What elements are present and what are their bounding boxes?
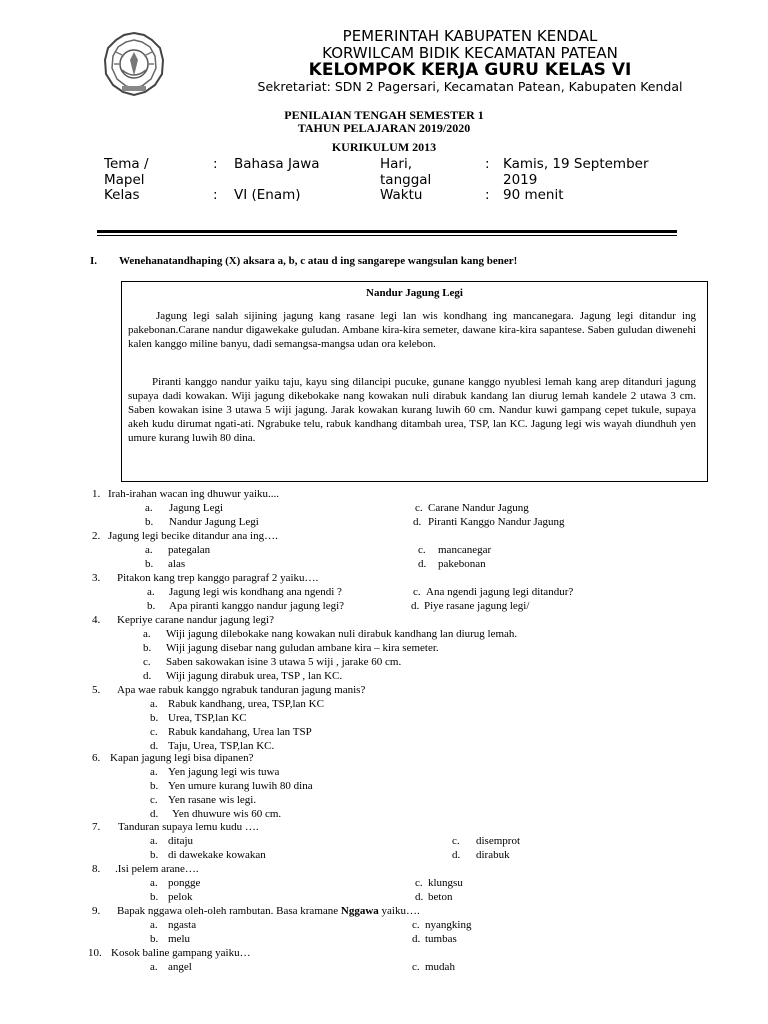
option-b: di dawekake kowakan (168, 849, 266, 861)
option-letter: d. (150, 740, 159, 752)
option-c: Saben sakowakan isine 3 utawa 5 wiji , jarake 60 cm. (166, 656, 402, 668)
option-c: mudah (425, 961, 455, 973)
colon: : (485, 156, 490, 172)
option-letter: d. (143, 670, 152, 682)
option-letter: c. (452, 835, 460, 847)
passage-paragraph-1: Jagung legi salah sijining jagung kang rasane legi lan wis kondhang ing mancanegara. Jagung legi ditandur ing pakebonan.Carane nandur digawekake guludan. Ambane kira-kira semeter, dawane kira-kira sapantese. Saben guludan diwenehi kalen kanggo miline banyu, dadi semangsa-mangsa udan ora kelebon. (128, 310, 696, 350)
header-government: PEMERINTAH KABUPATEN KENDAL (342, 27, 598, 45)
option-d: Piye rasane jagung legi/ (424, 600, 530, 612)
waktu-label: Waktu (380, 187, 423, 203)
option-d: Piranti Kanggo Nandur Jagung (428, 516, 565, 528)
header-secretariat: Sekretariat: SDN 2 Pagersari, Kecamatan Patean, Kabupaten Kendal (257, 79, 683, 94)
option-a: angel (168, 961, 192, 973)
option-letter: c. (412, 961, 420, 973)
question-number: 2. (92, 530, 101, 542)
question-number: 10. (88, 947, 102, 959)
option-letter: b. (145, 516, 154, 528)
kendal-regency-emblem-icon (100, 30, 168, 98)
option-d: dirabuk (476, 849, 510, 861)
question-text: Bapak nggawa oleh-oleh rambutan. Basa kramane Nggawa yaiku…. (117, 905, 420, 917)
question-number: 1. (92, 488, 101, 500)
option-a: Rabuk kandhang, urea, TSP,lan KC (168, 698, 324, 710)
tanggal-label: tanggal (380, 172, 432, 188)
header-kkg: KELOMPOK KERJA GURU KELAS VI (308, 60, 632, 80)
exam-title: PENILAIAN TENGAH SEMESTER 1 (284, 108, 484, 122)
option-letter: c. (150, 726, 158, 738)
option-letter: a. (143, 628, 151, 640)
option-letter: d. (412, 933, 421, 945)
colon: : (213, 187, 218, 203)
divider-thick (97, 230, 677, 233)
question-text: Kapan jagung legi bisa dipanen? (110, 752, 254, 764)
option-letter: d. (452, 849, 461, 861)
option-letter: d. (411, 600, 420, 612)
option-letter: a. (150, 919, 158, 931)
colon: : (485, 187, 490, 203)
tema-value: Bahasa Jawa (234, 156, 320, 172)
option-letter: a. (150, 766, 158, 778)
question-text: Tanduran supaya lemu kudu …. (118, 821, 259, 833)
option-a: Jagung Legi (169, 502, 224, 514)
option-letter: a. (147, 586, 155, 598)
option-a: Jagung legi wis kondhang ana ngendi ? (169, 586, 342, 598)
option-letter: c. (415, 502, 423, 514)
option-c: Rabuk kandahang, Urea lan TSP (168, 726, 312, 738)
question-text: Kosok baline gampang yaiku… (111, 947, 251, 959)
option-letter: b. (150, 891, 159, 903)
option-letter: c. (418, 544, 426, 556)
colon: : (213, 156, 218, 172)
question-text: Pitakon kang trep kanggo paragraf 2 yaiku…. (117, 572, 319, 584)
academic-year: TAHUN PELAJARAN 2019/2020 (297, 121, 471, 135)
option-a: pategalan (168, 544, 211, 556)
option-b: pelok (168, 891, 193, 903)
option-b: alas (168, 558, 186, 570)
waktu-value: 90 menit (503, 187, 564, 203)
mapel-label: Mapel (104, 172, 145, 188)
question-text: Apa wae rabuk kanggo ngrabuk tanduran jagung manis? (117, 684, 366, 696)
emphasis-word: Nggawa (340, 905, 379, 917)
option-letter: d. (413, 516, 422, 528)
section-number: I. (90, 255, 98, 267)
question-number: 8. (92, 863, 101, 875)
option-letter: c. (150, 794, 158, 806)
option-b: Urea, TSP,lan KC (168, 712, 247, 724)
option-letter: b. (143, 642, 152, 654)
option-letter: a. (145, 544, 153, 556)
option-c: Ana ngendi jagung legi ditandur? (426, 586, 574, 598)
question-number: 4. (92, 614, 101, 626)
question-text: Kepriye carane nandur jagung legi? (117, 614, 274, 626)
option-a: pongge (168, 877, 201, 889)
option-letter: c. (413, 586, 421, 598)
option-d: beton (428, 891, 453, 903)
option-letter: d. (415, 891, 424, 903)
option-letter: a. (150, 698, 158, 710)
passage-paragraph-2: Piranti kanggo nandur yaiku taju, kayu sing dilancipi pucuke, gunane kanggo nyublesi lemah kang arep ditanduri jagung supaya dadi kowakan. Wiji jagung dikebokake nang kowakan nuli dirabuk kandang lan diurug lemah kandele 2 utawa 3 cm. Saben kowakan isine 3 utawa 5 wiji jagung. Jarak kowakan kurang luwih 60 cm. Nandur kuwi gampang cepet tukule, supaya akeh kudu dirumat ngati-ati. Ngrabuke telu, rabuk kandhang ditambah urea, TSP, lan KC. Jagung legi wis wayah diundhuh yen umure kurang luwih 80 dina. (128, 376, 696, 444)
hari-value: Kamis, 19 September (503, 156, 649, 172)
tema-label: Tema / (104, 156, 149, 172)
passage-title: Nandur Jagung Legi (366, 287, 463, 299)
option-b: Yen umure kurang luwih 80 dina (168, 780, 313, 792)
option-a: ngasta (168, 919, 197, 931)
option-a: ditaju (168, 835, 194, 847)
option-b: Apa piranti kanggo nandur jagung legi? (169, 600, 345, 612)
option-c: disemprot (476, 835, 520, 847)
option-d: tumbas (425, 933, 457, 945)
option-letter: c. (412, 919, 420, 931)
option-letter: b. (150, 849, 159, 861)
question-number: 6. (92, 752, 101, 764)
question-text: Irah-irahan wacan ing dhuwur yaiku.... (108, 488, 280, 500)
option-letter: b. (145, 558, 154, 570)
option-a: Yen jagung legi wis tuwa (168, 766, 280, 778)
question-text: Jagung legi becike ditandur ana ing…. (108, 530, 278, 542)
kelas-label: Kelas (104, 187, 140, 203)
option-d: Taju, Urea, TSP,lan KC. (168, 740, 275, 752)
option-c: Carane Nandur Jagung (428, 502, 529, 514)
option-c: mancanegar (438, 544, 492, 556)
question-number: 7. (92, 821, 101, 833)
option-d: Wiji jagung dirabuk urea, TSP , lan KC. (166, 670, 343, 682)
option-c: nyangking (425, 919, 472, 931)
option-letter: a. (150, 961, 158, 973)
question-number: 3. (92, 572, 101, 584)
question-number: 9. (92, 905, 101, 917)
hari-value-year: 2019 (503, 172, 538, 188)
divider-thin (97, 235, 677, 236)
option-letter: b. (150, 933, 159, 945)
option-c: klungsu (428, 877, 463, 889)
question-text: .Isi pelem arane…. (115, 863, 199, 875)
option-letter: b. (150, 712, 159, 724)
option-d: Yen dhuwure wis 60 cm. (172, 808, 282, 820)
option-c: Yen rasane wis legi. (168, 794, 257, 806)
curriculum: KURIKULUM 2013 (331, 140, 437, 154)
option-b: Nandur Jagung Legi (169, 516, 259, 528)
option-letter: b. (150, 780, 159, 792)
option-letter: d. (150, 808, 159, 820)
option-letter: d. (418, 558, 427, 570)
option-letter: a. (150, 877, 158, 889)
option-letter: a. (150, 835, 158, 847)
hari-label: Hari, (380, 156, 413, 172)
option-letter: a. (145, 502, 153, 514)
option-a: Wiji jagung dilebokake nang kowakan nuli dirabuk kandhang lan diurug lemah. (166, 628, 518, 640)
option-b: melu (168, 933, 190, 945)
kelas-value: VI (Enam) (234, 187, 301, 203)
question-number: 5. (92, 684, 101, 696)
section-instruction: Wenehanatandhaping (X) aksara a, b, c atau d ing sangarepe wangsulan kang bener! (119, 255, 518, 267)
option-letter: b. (147, 600, 156, 612)
option-letter: c. (415, 877, 423, 889)
option-letter: c. (143, 656, 151, 668)
option-d: pakebonan (438, 558, 486, 570)
header-korwilcam: KORWILCAM BIDIK KECAMATAN PATEAN (322, 44, 618, 62)
option-b: Wiji jagung disebar nang guludan ambane kira – kira semeter. (166, 642, 439, 654)
